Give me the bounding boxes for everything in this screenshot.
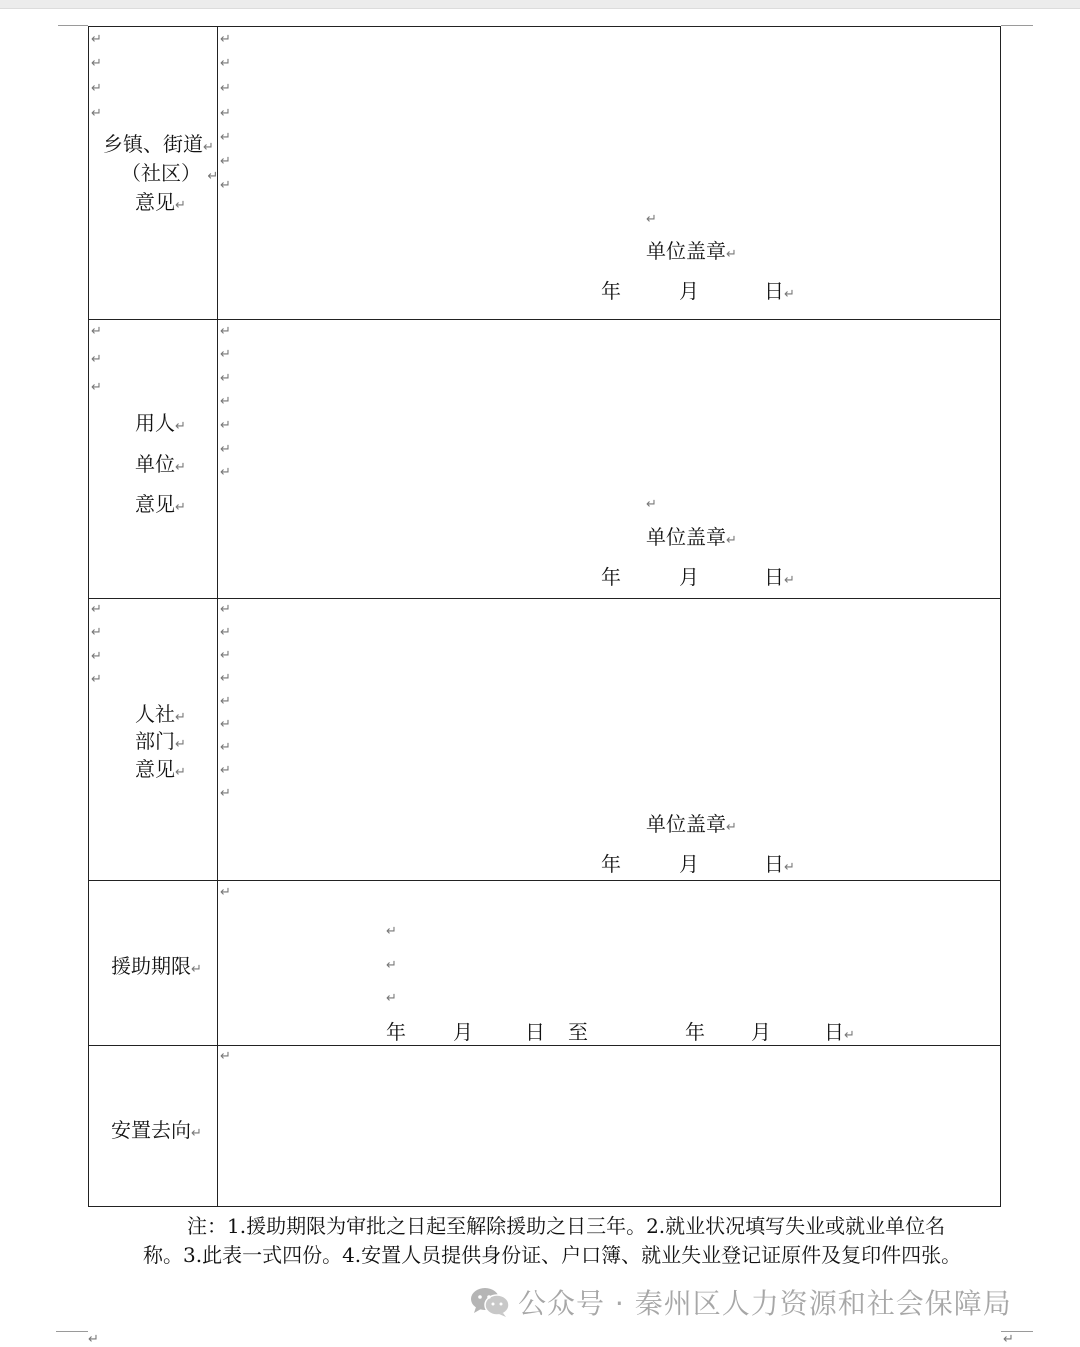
paragraph-mark: ↵ [220,394,231,409]
unit-stamp-label: 单位盖章↵ [646,812,737,836]
opinion-cell[interactable] [218,27,1001,320]
row-label-line: 意见↵ [135,492,186,516]
wechat-icon [470,1286,510,1318]
month-label: 月 [453,1020,473,1044]
paragraph-mark: ↵ [726,533,737,548]
unit-stamp-label: 单位盖章↵ [646,525,737,549]
paragraph-mark: ↵ [784,287,795,302]
paragraph-mark: ↵ [191,1126,202,1141]
paragraph-mark: ↵ [91,625,102,640]
year-label: 年 [386,1020,406,1044]
paragraph-mark: ↵ [175,765,186,780]
paragraph-mark: ↵ [220,32,231,47]
paragraph-mark: ↵ [220,1049,231,1064]
paragraph-mark: ↵ [191,962,202,977]
row-label-line: 意见↵ [135,757,186,781]
period-cell[interactable] [218,881,1001,1046]
row-label-line: 意见↵ [135,190,186,214]
paragraph-mark: ↵ [220,418,231,433]
form-row-placement [89,1046,1001,1207]
year-label: 年 [601,852,621,876]
form-row-hrss [89,599,1001,881]
paragraph-mark: ↵ [220,717,231,732]
paragraph-mark: ↵ [646,497,657,512]
day-label: 日↵ [764,852,795,876]
paragraph-mark: ↵ [220,178,231,193]
footnote: 注：1.援助期限为审批之日起至解除援助之日三年。2.就业状况填写失业或就业单位名称。3.此表一式四份。4.安置人员提供身份证、户口簿、就业失业登记证原件及复印件四张。 [143,1214,962,1267]
paragraph-mark: ↵ [175,710,186,725]
row-label-line: 乡镇、街道↵ [103,132,214,156]
paragraph-mark: ↵ [220,442,231,457]
label-cell [89,599,218,881]
paragraph-mark: ↵ [784,573,795,588]
crop-mark [56,1331,88,1332]
label-cell [89,27,218,320]
to-label: 至 [568,1020,588,1044]
row-label-line: 用人↵ [135,411,186,435]
paragraph-mark: ↵ [386,958,397,973]
approval-form-table [88,26,1001,1207]
paragraph-mark: ↵ [203,140,214,155]
day-label: 日↵ [764,279,795,303]
paragraph-mark: ↵ [726,247,737,262]
day-label: 日↵ [764,565,795,589]
month-label: 月 [679,852,699,876]
crop-mark [58,25,88,26]
paragraph-mark: ↵ [220,885,231,900]
row-label-line: （社区） ↵ [121,161,219,185]
label-cell [89,320,218,599]
paragraph-mark: ↵ [175,198,186,213]
opinion-cell[interactable] [218,320,1001,599]
paragraph-mark: ↵ [91,649,102,664]
paragraph-mark: ↵ [220,324,231,339]
paragraph-mark: ↵ [220,106,231,121]
paragraph-mark: ↵ [220,648,231,663]
paragraph-mark: ↵ [175,737,186,752]
paragraph-mark: ↵ [220,763,231,778]
row-label-line: 部门↵ [135,729,186,753]
unit-stamp-label: 单位盖章↵ [646,239,737,263]
year-label: 年 [601,565,621,589]
paragraph-mark: ↵ [88,1332,99,1347]
paragraph-mark: ↵ [91,380,102,395]
row-label-line: 单位↵ [135,452,186,476]
paragraph-mark: ↵ [91,106,102,121]
paragraph-mark: ↵ [175,500,186,515]
paragraph-mark: ↵ [91,602,102,617]
paragraph-mark: ↵ [726,820,737,835]
form-row-employer [89,320,1001,599]
paragraph-mark: ↵ [220,740,231,755]
placement-cell[interactable] [218,1046,1001,1207]
paragraph-mark: ↵ [844,1028,855,1043]
paragraph-mark: ↵ [220,347,231,362]
paragraph-mark: ↵ [220,81,231,96]
paragraph-mark: ↵ [220,671,231,686]
paragraph-mark: ↵ [220,154,231,169]
paragraph-mark: ↵ [386,924,397,939]
paragraph-mark: ↵ [91,352,102,367]
paragraph-mark: ↵ [175,419,186,434]
row-label: 安置去向↵ [111,1118,202,1142]
paragraph-mark: ↵ [220,602,231,617]
month-label: 月 [679,279,699,303]
month-label: 月 [751,1020,771,1044]
paragraph-mark: ↵ [386,991,397,1006]
paragraph-mark: ↵ [207,169,219,184]
paragraph-mark: ↵ [784,860,795,875]
paragraph-mark: ↵ [91,81,102,96]
paragraph-mark: ↵ [1003,1332,1014,1347]
page-top-edge [0,0,1080,9]
form-row-township [89,27,1001,320]
paragraph-mark: ↵ [220,625,231,640]
day-label: 日↵ [824,1020,855,1044]
watermark-text: 公众号 · 秦州区人力资源和社会保障局 [518,1287,1012,1320]
crop-mark [1001,25,1033,26]
paragraph-mark: ↵ [220,465,231,480]
form-row-assistance-period [89,881,1001,1046]
label-cell [89,1046,218,1207]
month-label: 月 [679,565,699,589]
paragraph-mark: ↵ [91,672,102,687]
paragraph-mark: ↵ [91,32,102,47]
row-label-line: 人社↵ [135,702,186,726]
watermark [470,1284,1012,1320]
paragraph-mark: ↵ [175,460,186,475]
paragraph-mark: ↵ [220,56,231,71]
paragraph-mark: ↵ [91,324,102,339]
opinion-cell[interactable] [218,599,1001,881]
paragraph-mark: ↵ [646,212,657,227]
paragraph-mark: ↵ [220,371,231,386]
row-label: 援助期限↵ [111,954,202,978]
label-cell [89,881,218,1046]
year-label: 年 [601,279,621,303]
paragraph-mark: ↵ [91,56,102,71]
paragraph-mark: ↵ [220,694,231,709]
day-label: 日 [525,1020,545,1044]
year-label: 年 [685,1020,705,1044]
paragraph-mark: ↵ [220,130,231,145]
paragraph-mark: ↵ [220,786,231,801]
